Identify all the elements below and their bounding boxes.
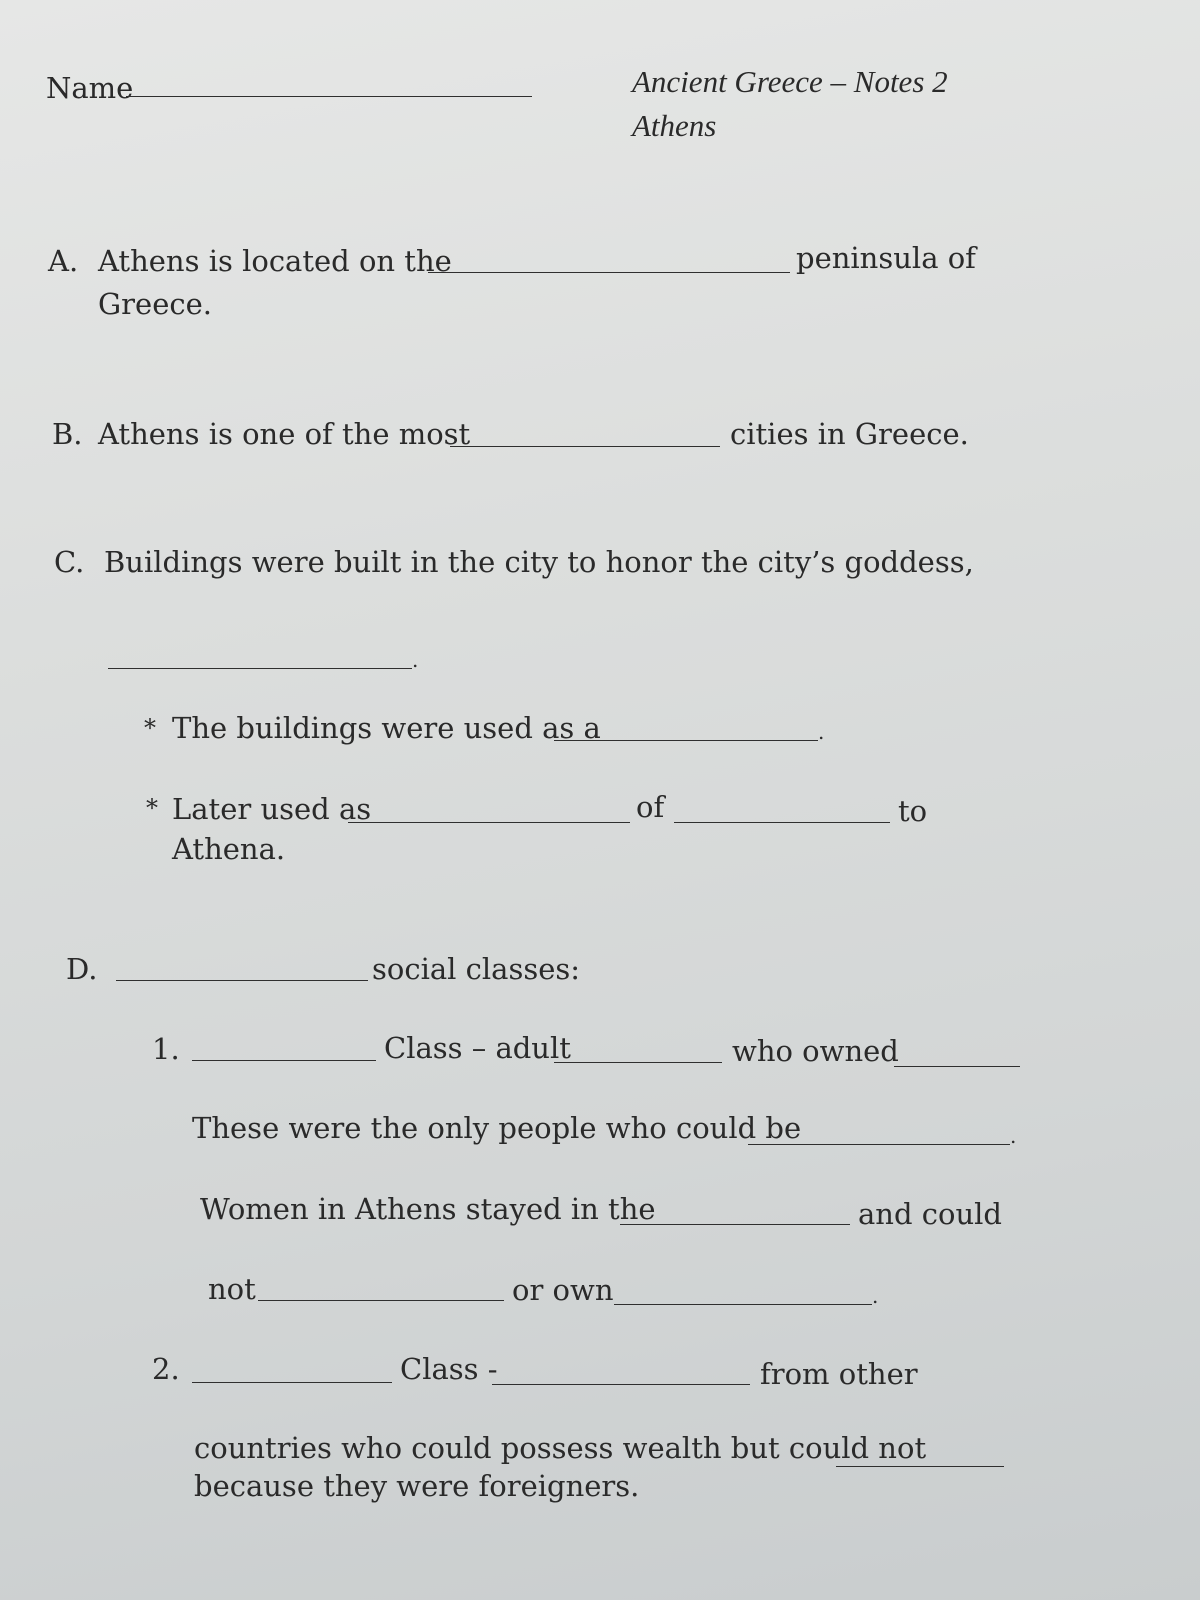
item1-line3-blank[interactable] <box>620 1224 850 1225</box>
item1-adult-blank[interactable] <box>554 1062 722 1063</box>
worksheet-subtitle: Athens <box>632 108 717 143</box>
item1-line4-mid: or own <box>512 1273 614 1307</box>
section-c-marker: C. <box>54 545 85 579</box>
name-label: Name <box>46 71 134 105</box>
bullet-star: * <box>146 794 158 822</box>
section-c-bullet1-blank[interactable] <box>554 740 818 741</box>
item2-class-text: Class - <box>400 1352 498 1386</box>
section-c-bullet2-mid: of <box>636 790 665 824</box>
item2-from-text: from other <box>760 1357 918 1391</box>
section-a-marker: A. <box>48 244 79 278</box>
item1-line2-period: . <box>1010 1124 1017 1148</box>
section-c-bullet1-period: . <box>818 720 825 744</box>
item2-line2-blank[interactable] <box>836 1466 1004 1467</box>
name-blank[interactable] <box>126 96 532 97</box>
item2-number: 2. <box>152 1352 180 1386</box>
section-b-marker: B. <box>52 417 83 451</box>
item1-line4-period: . <box>872 1284 879 1308</box>
item2-line3: because they were foreigners. <box>194 1469 640 1503</box>
item1-line4-start: not <box>208 1272 256 1306</box>
item1-class-blank[interactable] <box>192 1060 376 1061</box>
section-b-text-after: cities in Greece. <box>730 417 969 451</box>
section-c-bullet2-start: Later used as <box>172 792 372 826</box>
section-c-bullet2-blank1[interactable] <box>348 822 630 823</box>
item1-owned-text: who owned <box>732 1034 899 1068</box>
section-c-bullet1: The buildings were used as a <box>172 711 601 745</box>
item1-line3-start: Women in Athens stayed in the <box>200 1192 656 1226</box>
item1-owned-blank[interactable] <box>894 1066 1020 1067</box>
section-c-period: . <box>412 648 419 672</box>
bullet-star: * <box>144 714 156 742</box>
section-c-goddess-blank[interactable] <box>108 668 412 669</box>
section-c-text: Buildings were built in the city to honor the city’s goddess, <box>104 545 974 579</box>
item1-line3-end: and could <box>858 1197 1002 1231</box>
item1-line4-blank2[interactable] <box>614 1304 872 1305</box>
section-a-text-after: peninsula of <box>796 241 976 275</box>
section-a-blank[interactable] <box>428 272 790 273</box>
item1-number: 1. <box>152 1032 180 1066</box>
section-c-bullet2-blank2[interactable] <box>674 822 890 823</box>
section-a-text-before: Athens is located on the <box>98 244 452 278</box>
section-d-marker: D. <box>66 952 98 986</box>
item1-line4-blank1[interactable] <box>258 1300 504 1301</box>
section-d-blank[interactable] <box>116 980 368 981</box>
section-c-bullet2-line2: Athena. <box>172 832 286 866</box>
worksheet-title: Ancient Greece – Notes 2 <box>632 64 948 99</box>
section-c-bullet2-end: to <box>898 794 928 828</box>
item1-line2-blank[interactable] <box>748 1144 1010 1145</box>
section-b-text-before: Athens is one of the most <box>98 417 471 451</box>
item2-class-desc-blank[interactable] <box>492 1384 750 1385</box>
item2-class-blank[interactable] <box>192 1382 392 1383</box>
section-b-blank[interactable] <box>450 446 720 447</box>
section-a-text-line2: Greece. <box>98 287 212 321</box>
item2-line2: countries who could possess wealth but could not <box>194 1431 927 1465</box>
section-d-text-after: social classes: <box>372 952 581 986</box>
item1-class-text: Class – adult <box>384 1031 571 1065</box>
item1-line2: These were the only people who could be <box>192 1111 802 1145</box>
